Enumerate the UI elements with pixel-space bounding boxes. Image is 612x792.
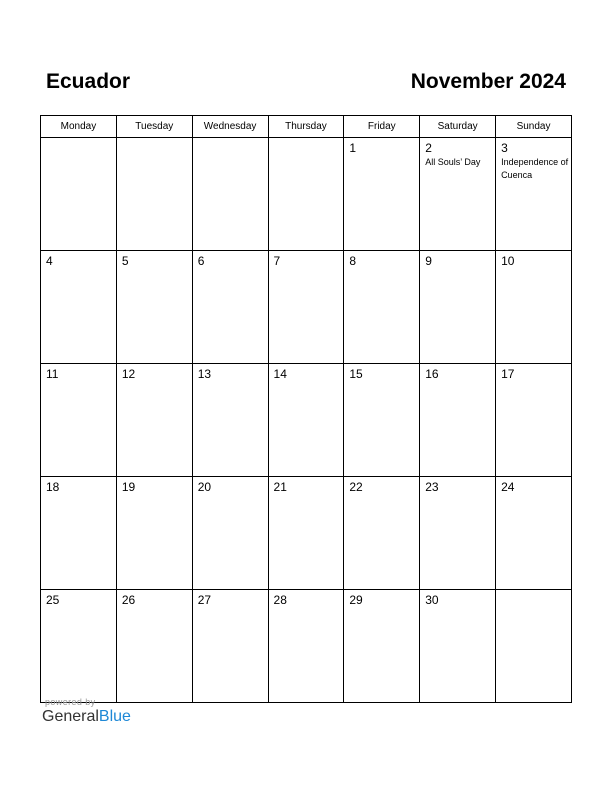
weekday-header: Wednesday — [192, 116, 268, 138]
day-number: 23 — [425, 480, 439, 494]
day-number: 25 — [46, 593, 60, 607]
weekday-header-row — [41, 116, 572, 138]
day-cell — [41, 590, 117, 703]
month-title: November 2024 — [410, 70, 566, 93]
day-number: 8 — [349, 254, 357, 268]
day-cell — [116, 138, 192, 251]
day-number: 26 — [121, 593, 136, 607]
day-cell — [192, 251, 268, 364]
day-cell — [496, 138, 572, 251]
day-cell — [192, 138, 268, 251]
day-cell — [116, 251, 192, 364]
generalblue-logo — [42, 708, 131, 726]
day-cell — [116, 364, 192, 477]
day-number: 18 — [46, 480, 60, 494]
day-cell — [420, 138, 496, 251]
day-number: 5 — [121, 254, 129, 268]
holiday-label: Independence of Cuenca — [501, 157, 569, 180]
day-cell — [192, 364, 268, 477]
day-cell — [116, 477, 192, 590]
day-number: 14 — [273, 367, 287, 381]
day-number: 19 — [121, 480, 136, 494]
day-number: 1 — [349, 141, 357, 155]
day-number: 17 — [501, 367, 515, 381]
day-cell — [344, 477, 420, 590]
day-cell — [344, 138, 420, 251]
day-number: 4 — [46, 254, 53, 268]
day-number: 12 — [121, 367, 136, 381]
day-cell — [41, 138, 117, 251]
day-number: 29 — [349, 593, 363, 607]
day-number: 24 — [501, 480, 515, 494]
day-number: 11 — [46, 367, 59, 381]
day-cell — [496, 251, 572, 364]
day-cell — [496, 590, 572, 703]
day-number: 3 — [501, 141, 508, 155]
day-cell — [268, 364, 344, 477]
weekday-header: Tuesday — [116, 116, 192, 138]
week-row — [41, 364, 572, 477]
day-number: 28 — [273, 593, 287, 607]
day-cell — [344, 590, 420, 703]
day-number: 13 — [197, 367, 212, 381]
day-cell — [268, 477, 344, 590]
brand-blue-text: Blue — [98, 708, 131, 725]
day-cell — [268, 251, 344, 364]
day-number: 20 — [197, 480, 212, 494]
day-cell — [41, 364, 117, 477]
holiday-label: All Souls’ Day — [425, 157, 481, 167]
day-cell — [41, 251, 117, 364]
brand-general-text: General — [42, 708, 99, 725]
day-cell — [420, 590, 496, 703]
day-number: 9 — [425, 254, 432, 268]
day-cell — [192, 477, 268, 590]
day-cell — [420, 251, 496, 364]
week-row — [41, 590, 572, 703]
day-cell — [192, 590, 268, 703]
week-row — [41, 138, 572, 251]
weekday-header: Friday — [344, 116, 420, 138]
day-number: 6 — [197, 254, 205, 268]
day-number: 27 — [197, 593, 212, 607]
day-cell — [268, 590, 344, 703]
day-cell — [344, 364, 420, 477]
day-number: 22 — [349, 480, 363, 494]
day-cell — [420, 477, 496, 590]
day-cell — [41, 477, 117, 590]
weekday-header: Saturday — [420, 116, 496, 138]
powered-by-label: powered by — [45, 697, 96, 707]
day-number: 2 — [425, 141, 432, 155]
day-cell — [496, 364, 572, 477]
day-number: 7 — [273, 254, 281, 268]
day-cell — [420, 364, 496, 477]
day-number: 10 — [501, 254, 515, 268]
day-number: 21 — [273, 480, 287, 494]
day-cell — [344, 251, 420, 364]
day-cell — [496, 477, 572, 590]
calendar-grid — [40, 115, 572, 703]
day-cell — [116, 590, 192, 703]
weekday-header: Sunday — [496, 116, 572, 138]
day-number: 16 — [425, 367, 439, 381]
week-row — [41, 477, 572, 590]
country-title: Ecuador — [46, 70, 131, 93]
day-number: 15 — [349, 367, 363, 381]
day-cell — [268, 138, 344, 251]
day-number: 30 — [425, 593, 439, 607]
week-row — [41, 251, 572, 364]
weekday-header: Thursday — [268, 116, 344, 138]
weekday-header: Monday — [41, 116, 117, 138]
